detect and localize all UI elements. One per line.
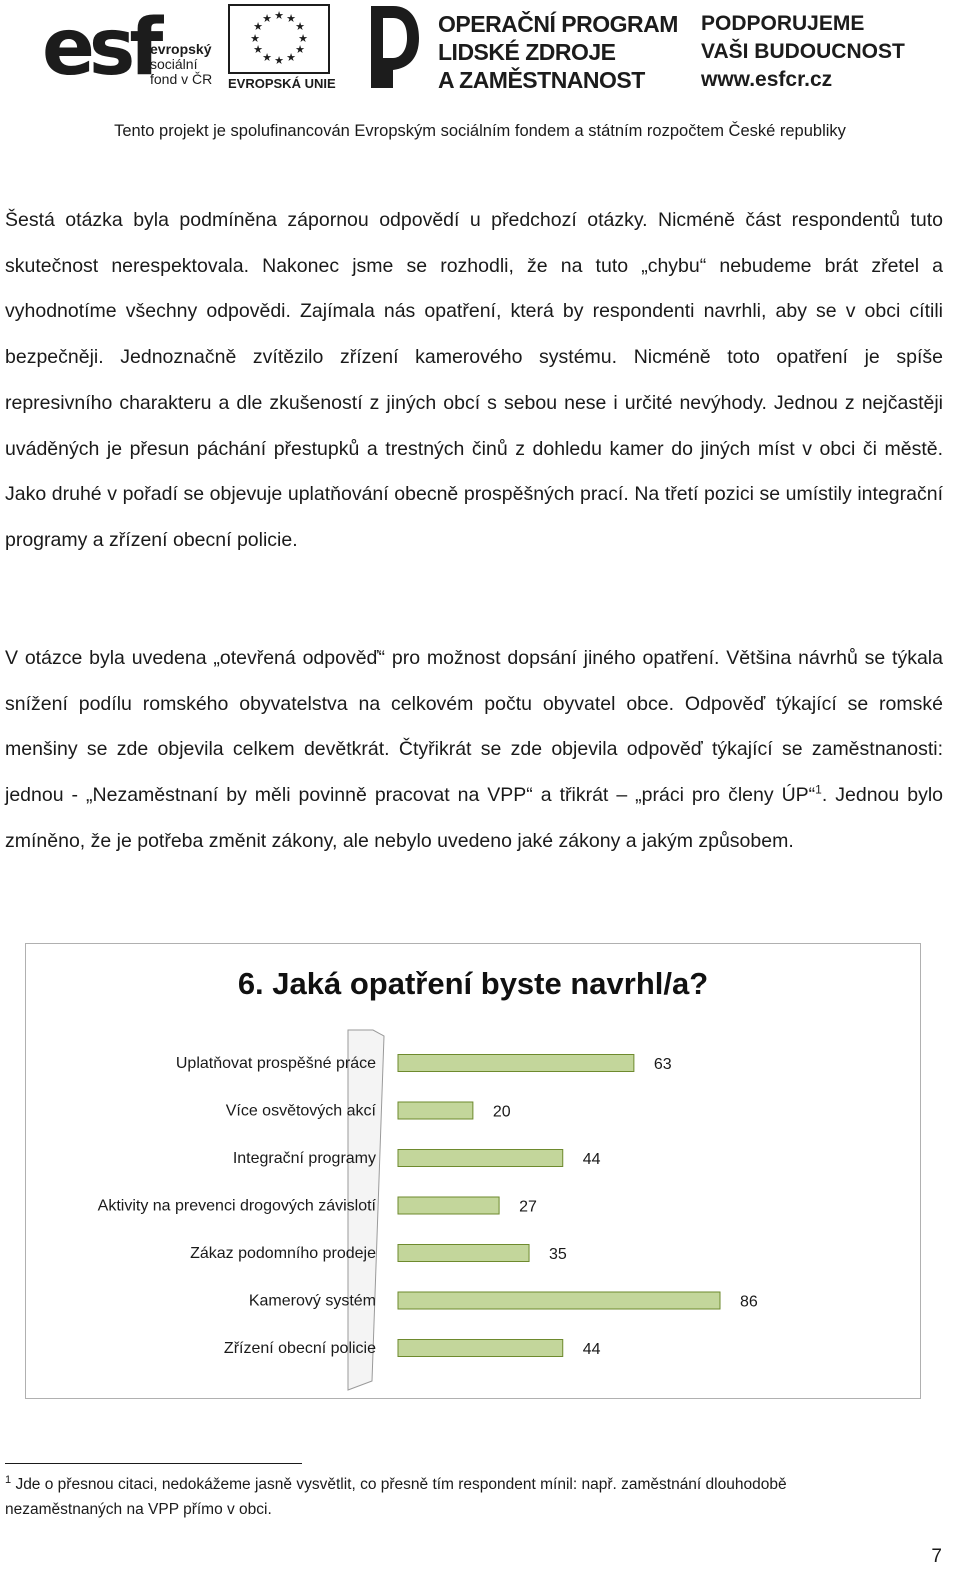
chart-title: 6. Jaká opatření byste navrhl/a? xyxy=(237,966,709,1001)
esf-subtitle xyxy=(150,42,212,87)
data-label: 63 xyxy=(653,1056,672,1073)
op-title-line: LIDSKÉ ZDROJE xyxy=(438,39,616,65)
op-logo xyxy=(365,4,685,92)
bar xyxy=(398,1150,563,1167)
data-label: 44 xyxy=(582,1341,601,1358)
esf-logo xyxy=(42,4,222,92)
category-label: Zákaz podomního prodeje xyxy=(190,1245,376,1262)
footnote xyxy=(5,1472,905,1522)
svg-text:★: ★ xyxy=(295,43,305,56)
svg-text:★: ★ xyxy=(286,12,296,25)
bar xyxy=(398,1055,634,1072)
category-label: Více osvětových akcí xyxy=(225,1102,376,1120)
esf-subtitle-line: sociální xyxy=(150,56,198,72)
bar xyxy=(398,1197,499,1214)
op-title xyxy=(438,10,678,94)
slogan xyxy=(701,10,905,94)
svg-text:★: ★ xyxy=(262,12,272,25)
eu-logo xyxy=(228,4,336,92)
svg-text:★: ★ xyxy=(253,43,263,56)
svg-text:★: ★ xyxy=(295,20,305,33)
svg-text:★: ★ xyxy=(274,9,284,22)
svg-text:★: ★ xyxy=(274,54,284,67)
bar xyxy=(398,1292,720,1309)
svg-text:★: ★ xyxy=(286,51,296,64)
svg-text:★: ★ xyxy=(262,51,272,64)
bar-chart xyxy=(26,944,922,1400)
esf-subtitle-line: evropský xyxy=(150,41,212,57)
paragraph-2-text: V otázce byla uvedena „otevřená odpověď“ pro možnost dopsání jiného opatření. Většina návrhů se týkala snížení podílu romského obyvatelstva na celkovém počtu obyvatel obce. Odpověď týkající se romské menšiny se zde objevila celkem devětkrát. Čtyřikrát se zde objevila odpověď týkající se zaměstnanosti: jednou - „Nezaměstnaní by měli povinně pracovat na VPP“ a třikrát – „práci pro členy ÚP“ xyxy=(5,647,943,807)
eu-caption: EVROPSKÁ UNIE xyxy=(228,76,336,91)
op-title-line: A ZAMĚSTNANOST xyxy=(438,67,645,93)
data-label: 20 xyxy=(492,1103,511,1121)
footnote-text: Jde o přesnou citaci, nedokážeme jasně vysvětlit, co přesně tím respondent mínil: např. zaměstnání dlouhodobě nezaměstnaných na VPP přímo v obci. xyxy=(5,1476,787,1518)
eu-flag-icon xyxy=(228,4,330,74)
paragraph-1: Šestá otázka byla podmíněna zápornou odpovědí u předchozí otázky. Nicméně část respondentů tuto skutečnost nerespektovala. Nakonec jsme se rozhodli, že na tuto „chybu“ nebudeme brát zřetel a vyhodnotíme všechny odpovědi. Zajímala nás opatření, která by respondenti navrhli, aby se v obci cítili bezpečněji. Jednoznačně zvítězilo zřízení kamerového systému. Nicméně toto opatření je spíše represivního charakteru a dle zkušeností z jiných obcí s sebou nese i určité nevýhody. Jednou z nejčastěji uváděných je přesun páchání přestupků a trestných činů z dohledu kamer do jiných míst v obci či městě. Jako druhé v pořadí se objevuje uplatňování obecně prospěšných prací. Na třetí pozici se umístily integrační programy a zřízení obecní policie. xyxy=(5,209,943,551)
footnote-number: 1 xyxy=(5,1473,12,1486)
data-label: 86 xyxy=(740,1293,758,1311)
footnote-ref[interactable]: 1 xyxy=(815,782,822,797)
bar xyxy=(398,1102,473,1119)
page-number: 7 xyxy=(931,1546,942,1567)
document-header xyxy=(0,0,960,160)
category-label: Kamerový systém xyxy=(248,1292,376,1310)
category-label: Uplatňovat prospěšné práce xyxy=(175,1055,376,1072)
category-label: Aktivity na prevenci drogových závislotí xyxy=(97,1197,376,1215)
bar xyxy=(398,1245,529,1262)
bar xyxy=(398,1340,563,1357)
slogan-line: VAŠI BUDOUCNOST xyxy=(701,40,905,63)
op-mark-icon xyxy=(365,4,427,90)
esf-subtitle-line: fond v ČR xyxy=(150,71,213,87)
data-label: 27 xyxy=(519,1198,537,1216)
footnote-separator xyxy=(5,1463,302,1464)
paragraph-2-tail: . Jednou bylo zmíněno, že je potřeba změnit zákony, ale nebylo uvedeno jaké zákony a jakým způsobem. xyxy=(5,784,943,852)
category-label: Integrační programy xyxy=(232,1150,376,1167)
svg-text:★: ★ xyxy=(250,32,260,45)
cofunding-note: Tento projekt je spolufinancován Evropským sociálním fondem a státním rozpočtem České republiky xyxy=(114,122,846,140)
slogan-url: www.esfcr.cz xyxy=(701,68,833,91)
data-label: 44 xyxy=(582,1151,601,1168)
category-label: Zřízení obecní policie xyxy=(223,1340,376,1357)
svg-text:★: ★ xyxy=(253,20,263,33)
slogan-line: PODPORUJEME xyxy=(701,12,865,35)
data-label: 35 xyxy=(549,1246,567,1263)
op-title-line: OPERAČNÍ PROGRAM xyxy=(438,11,678,37)
esf-wordmark: esf xyxy=(42,3,158,93)
paragraph-2 xyxy=(5,636,943,865)
svg-text:★: ★ xyxy=(298,32,308,45)
chart-container xyxy=(25,943,921,1399)
